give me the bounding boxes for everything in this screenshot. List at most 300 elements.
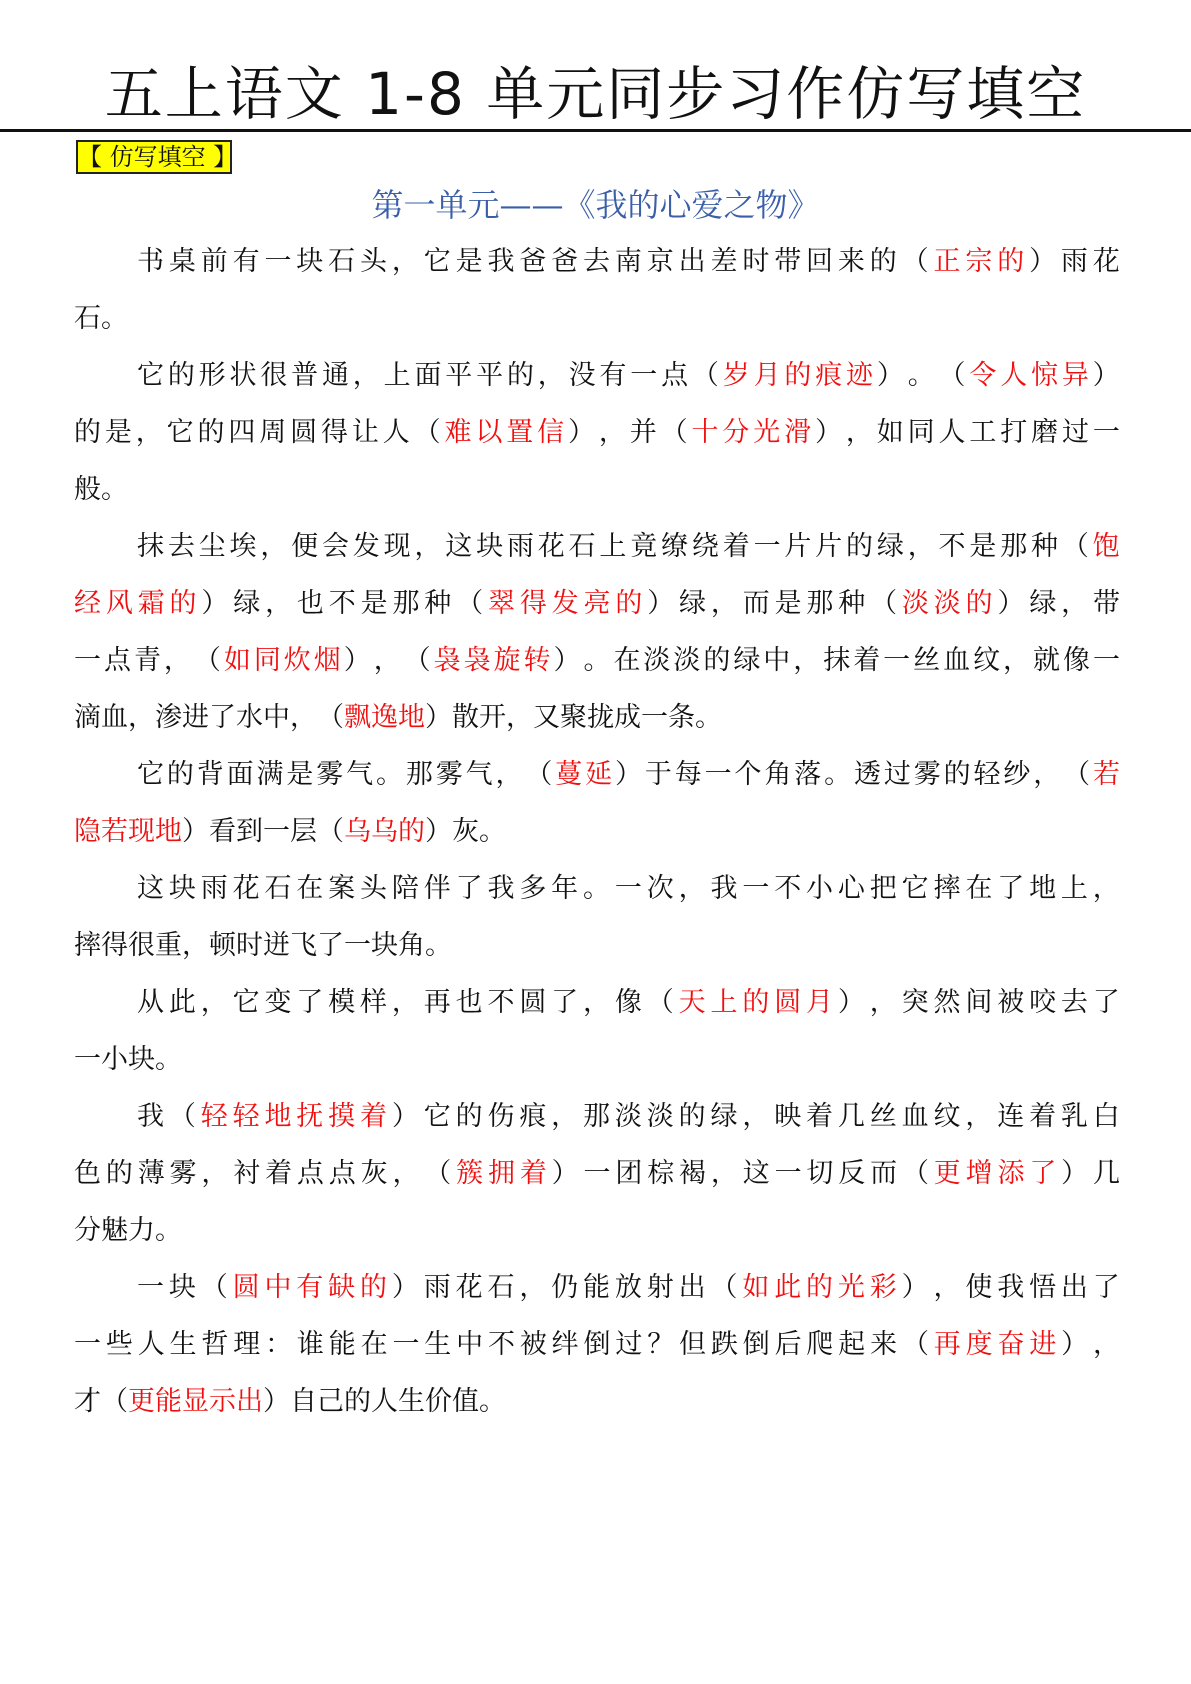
- text-char: 绿: [679, 588, 707, 619]
- answer-char: 置: [506, 417, 534, 448]
- text-char: ，: [551, 1101, 579, 1132]
- text-line: [137, 1097, 1120, 1137]
- text-char: （: [200, 1272, 228, 1303]
- text-char: ）: [568, 417, 595, 448]
- text-char: 倒: [742, 1329, 770, 1360]
- text-char: 爸: [519, 246, 547, 277]
- text-char: 状: [229, 360, 257, 391]
- answer-char: 的: [398, 816, 425, 847]
- text-char: 它: [423, 1101, 451, 1132]
- text-char: 了: [455, 873, 483, 904]
- text-char: ）: [876, 360, 904, 391]
- text-char: 一: [583, 1158, 611, 1189]
- answer-char: 异: [1061, 360, 1089, 391]
- answer-char: 正: [933, 246, 961, 277]
- text-char: 绿: [1029, 588, 1057, 619]
- text-char: 一: [774, 1158, 802, 1189]
- answer-char: 拥: [487, 1158, 515, 1189]
- text-char: 它: [423, 246, 451, 277]
- answer-char: 抚: [296, 1101, 324, 1132]
- text-char: 乳: [1060, 1101, 1088, 1132]
- text-char: 有: [232, 246, 260, 277]
- text-char: 回: [806, 246, 834, 277]
- answer-char: 烟: [313, 645, 341, 676]
- answer-char: 的: [806, 1272, 834, 1303]
- text-char: ，: [373, 645, 401, 676]
- text-char: 人: [137, 1329, 165, 1360]
- text-char: ）: [615, 759, 642, 790]
- text-char: 青: [133, 645, 161, 676]
- text-char: ，: [742, 1101, 770, 1132]
- text-char: 切: [806, 1158, 834, 1189]
- text-char: 。: [425, 930, 452, 961]
- text-line: [74, 1154, 1120, 1194]
- answer-char: 旋: [493, 645, 521, 676]
- text-char: 水: [236, 702, 263, 733]
- text-char: 看: [209, 816, 236, 847]
- text-char: 会: [321, 531, 349, 562]
- answer-char: 月: [806, 987, 834, 1018]
- answer-char: 上: [710, 987, 738, 1018]
- text-char: ，: [710, 1158, 738, 1189]
- answer-char: 缺: [328, 1272, 356, 1303]
- text-char: 绕: [691, 531, 719, 562]
- text-char: 后: [774, 1329, 802, 1360]
- text-char: ，: [965, 1101, 993, 1132]
- answer-char: 圆: [232, 1272, 260, 1303]
- text-char: 上: [383, 360, 411, 391]
- answer-char: 分: [722, 417, 750, 448]
- text-char: 轻: [973, 759, 1001, 790]
- answer-char: 光: [753, 417, 781, 448]
- text-char: 片: [815, 531, 843, 562]
- answer-char: 迹: [846, 360, 874, 391]
- answer-char: 彩: [869, 1272, 897, 1303]
- answer-char: 度: [965, 1329, 993, 1360]
- text-char: 人: [382, 417, 410, 448]
- text-char: （: [168, 1101, 196, 1132]
- text-char: 着: [853, 645, 881, 676]
- text-char: 再: [423, 987, 451, 1018]
- text-char: 被: [519, 1329, 547, 1360]
- text-char: 我: [997, 1272, 1025, 1303]
- text-char: 一: [742, 873, 770, 904]
- answer-char: 如: [742, 1272, 770, 1303]
- text-char: 。: [695, 702, 722, 733]
- text-char: ，: [391, 987, 419, 1018]
- text-char: 成: [614, 702, 641, 733]
- text-char: 一: [392, 1329, 420, 1360]
- text-char: 尘: [198, 531, 226, 562]
- text-char: 来: [870, 1329, 898, 1360]
- text-char: 出: [678, 1272, 706, 1303]
- text-char: 。: [583, 873, 611, 904]
- answer-char: 如: [223, 645, 251, 676]
- text-line: [74, 584, 1120, 624]
- text-char: 这: [742, 1158, 770, 1189]
- text-char: （: [870, 588, 898, 619]
- text-char: ，: [392, 1158, 420, 1189]
- text-char: 中: [263, 702, 290, 733]
- text-char: 种: [1031, 531, 1059, 562]
- text-char: 悟: [1029, 1272, 1057, 1303]
- answer-char: 岁: [722, 360, 750, 391]
- text-char: ）: [901, 1272, 929, 1303]
- answer-char: 滑: [784, 417, 812, 448]
- text-char: 去: [1060, 987, 1088, 1018]
- text-char: 。: [479, 1386, 506, 1417]
- text-char: ）: [837, 987, 865, 1018]
- text-char: 白: [1092, 1101, 1120, 1132]
- text-char: 那: [392, 588, 420, 619]
- text-char: ，: [495, 759, 523, 790]
- text-char: 普: [291, 360, 319, 391]
- text-char: 痕: [519, 1101, 547, 1132]
- text-char: 通: [321, 360, 349, 391]
- text-char: 而: [870, 1158, 898, 1189]
- text-char: 那: [405, 759, 433, 790]
- text-char: 渗: [155, 702, 182, 733]
- text-char: 的: [197, 417, 225, 448]
- text-char: 爸: [551, 246, 579, 277]
- text-char: ，: [1093, 1329, 1120, 1360]
- text-line: [74, 299, 1120, 339]
- text-char: 块: [128, 1044, 155, 1075]
- text-char: 像: [1062, 645, 1090, 676]
- text-char: 哲: [201, 1329, 229, 1360]
- text-char: 是: [286, 759, 314, 790]
- text-char: 圆: [290, 417, 318, 448]
- text-char: 衬: [233, 1158, 261, 1189]
- text-char: 四: [228, 417, 256, 448]
- text-char: 然: [933, 987, 961, 1018]
- text-char: （: [317, 702, 344, 733]
- text-char: 就: [1033, 645, 1060, 676]
- text-char: 多: [519, 873, 547, 904]
- text-char: 现: [383, 531, 411, 562]
- text-char: 花: [1092, 246, 1120, 277]
- text-char: 雾: [316, 759, 344, 790]
- text-char: 周: [259, 417, 287, 448]
- text-char: 去: [167, 531, 195, 562]
- text-char: 不: [487, 987, 515, 1018]
- text-char: （: [710, 1272, 738, 1303]
- text-char: ，: [1092, 873, 1120, 904]
- text-char: 一: [264, 246, 292, 277]
- answer-char: 轻: [232, 1101, 260, 1132]
- text-char: 我: [137, 1101, 164, 1132]
- text-char: （: [413, 417, 441, 448]
- text-char: 花: [455, 1272, 483, 1303]
- text-char: 一: [1092, 645, 1120, 676]
- text-char: 这: [137, 873, 164, 904]
- text-char: 石: [264, 873, 292, 904]
- text-char: ，: [583, 987, 611, 1018]
- answer-char: 簇: [456, 1158, 484, 1189]
- text-char: 京: [646, 246, 674, 277]
- text-char: 它: [232, 987, 260, 1018]
- text-char: 心: [837, 873, 865, 904]
- text-char: 重: [155, 930, 182, 961]
- answer-char: 中: [264, 1272, 292, 1303]
- text-line: [137, 242, 1120, 282]
- text-char: 丝: [869, 1101, 897, 1132]
- text-char: ，: [200, 987, 228, 1018]
- text-char: 块: [168, 873, 196, 904]
- answer-char: 飘: [344, 702, 371, 733]
- answer-char: 再: [933, 1329, 961, 1360]
- page-title: 五上语文 1-8 单元同步习作仿写填空: [104, 60, 1087, 128]
- text-char: 从: [137, 987, 164, 1018]
- text-char: 带: [774, 246, 802, 277]
- text-char: 血: [101, 702, 128, 733]
- text-char: 连: [997, 1101, 1025, 1132]
- text-char: 也: [296, 588, 324, 619]
- text-char: 一: [641, 702, 668, 733]
- text-char: 的: [166, 759, 194, 790]
- text-char: 聚: [560, 702, 587, 733]
- text-char: 但: [679, 1329, 707, 1360]
- text-char: 己: [317, 1386, 344, 1417]
- text-char: 得: [321, 417, 348, 448]
- text-char: 在: [296, 873, 324, 904]
- text-char: （: [901, 1329, 929, 1360]
- text-char: 它: [137, 759, 164, 790]
- text-char: 映: [774, 1101, 802, 1132]
- text-char: 点: [103, 645, 131, 676]
- text-char: 并: [629, 417, 657, 448]
- text-char: 倒: [583, 1329, 611, 1360]
- text-char: 去: [583, 246, 611, 277]
- text-char: 丝: [913, 645, 941, 676]
- text-char: 。: [479, 816, 506, 847]
- text-char: 一: [1092, 417, 1120, 448]
- text-char: 的: [506, 360, 534, 391]
- answer-char: 令: [969, 360, 997, 391]
- text-char: ，: [260, 531, 288, 562]
- text-char: ）: [425, 702, 452, 733]
- text-char: 打: [1000, 417, 1028, 448]
- text-char: 的: [105, 1158, 133, 1189]
- text-char: 面: [226, 759, 254, 790]
- text-char: 滴: [74, 702, 101, 733]
- answer-char: 得: [519, 588, 547, 619]
- text-char: 着: [1029, 1101, 1057, 1132]
- text-char: 把: [869, 873, 897, 904]
- text-char: 的: [869, 246, 897, 277]
- text-char: 生: [398, 1386, 425, 1417]
- text-char: 纱: [1003, 759, 1031, 790]
- text-char: 魅: [101, 1215, 128, 1246]
- text-char: （: [101, 1386, 128, 1417]
- text-char: 生: [169, 1329, 197, 1360]
- text-char: 一: [630, 360, 658, 391]
- text-char: ）: [551, 1158, 579, 1189]
- text-char: 模: [328, 987, 356, 1018]
- text-char: 。: [101, 303, 128, 334]
- answer-char: 的: [997, 246, 1025, 277]
- text-char: （: [193, 645, 221, 676]
- text-char: （: [901, 246, 929, 277]
- text-char: 价: [425, 1386, 452, 1417]
- text-char: 褐: [679, 1158, 707, 1189]
- answer-char: 同: [253, 645, 281, 676]
- text-char: ）: [1029, 246, 1057, 277]
- answer-char: 添: [997, 1158, 1025, 1189]
- text-char: 块: [371, 930, 398, 961]
- text-char: ，: [845, 417, 873, 448]
- text-char: 平: [476, 360, 504, 391]
- text-line: [137, 527, 1120, 567]
- text-char: （: [1063, 759, 1091, 790]
- answer-char: 经: [74, 588, 101, 619]
- text-char: 一: [704, 759, 732, 790]
- text-char: 石: [328, 246, 356, 277]
- text-char: 很: [260, 360, 288, 391]
- answer-char: 摸: [328, 1101, 356, 1132]
- text-char: 花: [232, 873, 260, 904]
- text-char: 在: [360, 1329, 388, 1360]
- text-char: 跌: [710, 1329, 738, 1360]
- answer-char: 着: [519, 1158, 547, 1189]
- text-char: 是: [360, 588, 388, 619]
- text-char: 了: [296, 987, 324, 1018]
- text-char: 过: [883, 759, 911, 790]
- text-char: 透: [854, 759, 881, 790]
- unit-heading: 第一单元——《我的心爱之物》: [371, 186, 820, 224]
- text-char: 是: [104, 417, 132, 448]
- answer-char: 难: [444, 417, 472, 448]
- text-char: 突: [901, 987, 929, 1018]
- text-char: 雾: [169, 1158, 197, 1189]
- text-char: 了: [317, 930, 344, 961]
- text-char: 片: [784, 531, 812, 562]
- text-char: 像: [614, 987, 642, 1018]
- answer-char: 示: [209, 1386, 236, 1417]
- text-char: 变: [264, 987, 292, 1018]
- answer-char: 翠: [487, 588, 515, 619]
- text-char: 一: [753, 531, 781, 562]
- answer-char: 惊: [1031, 360, 1059, 391]
- text-char: 灰: [452, 816, 479, 847]
- text-char: ，: [182, 930, 209, 961]
- text-char: ，: [414, 531, 442, 562]
- answer-char: 了: [1029, 1158, 1057, 1189]
- text-char: 才: [74, 1386, 101, 1417]
- text-char: 气: [346, 759, 374, 790]
- text-char: 。: [824, 759, 852, 790]
- text-char: 一: [614, 873, 642, 904]
- text-char: ）: [647, 588, 675, 619]
- text-char: 那: [1000, 531, 1028, 562]
- text-char: 薄: [137, 1158, 165, 1189]
- text-char: 的: [344, 1386, 371, 1417]
- text-char: ，: [869, 987, 897, 1018]
- text-char: 形: [198, 360, 226, 391]
- text-char: 埃: [229, 531, 257, 562]
- answer-char: 十: [691, 417, 719, 448]
- text-char: 面: [414, 360, 442, 391]
- text-char: 迸: [263, 930, 290, 961]
- text-char: 是: [969, 531, 997, 562]
- text-char: 时: [742, 246, 770, 277]
- answer-char: 更: [933, 1158, 961, 1189]
- text-char: 那: [806, 588, 834, 619]
- text-char: （: [691, 360, 719, 391]
- text-char: 过: [615, 1329, 643, 1360]
- text-char: 而: [742, 588, 770, 619]
- text-char: 不: [328, 588, 356, 619]
- text-char: 一: [883, 645, 911, 676]
- text-char: ）: [1061, 1329, 1089, 1360]
- text-char: 一: [344, 930, 371, 961]
- text-char: 我: [487, 873, 515, 904]
- text-char: 于: [644, 759, 672, 790]
- text-char: 上: [599, 531, 627, 562]
- text-char: 伤: [487, 1101, 515, 1132]
- text-char: 进: [182, 702, 209, 733]
- text-char: 种: [838, 588, 866, 619]
- text-char: 它: [166, 417, 194, 448]
- text-char: 头: [360, 246, 388, 277]
- text-char: 过: [1062, 417, 1089, 448]
- text-char: ，: [128, 702, 155, 733]
- text-char: 雨: [200, 873, 228, 904]
- text-char: 绿: [876, 531, 904, 562]
- text-char: 雾: [913, 759, 941, 790]
- answer-char: 淡: [933, 588, 961, 619]
- answer-char: 亮: [583, 588, 611, 619]
- text-char: ，: [135, 417, 163, 448]
- answer-char: 袅: [433, 645, 461, 676]
- text-char: 陪: [391, 873, 419, 904]
- text-char: ，: [1003, 645, 1031, 676]
- text-char: ，: [290, 702, 317, 733]
- text-char: 般: [74, 474, 101, 505]
- text-char: ）: [343, 645, 371, 676]
- answer-char: 发: [551, 588, 579, 619]
- answer-char: 增: [965, 1158, 993, 1189]
- text-char: 如: [876, 417, 904, 448]
- text-char: 落: [794, 759, 822, 790]
- text-char: （: [938, 360, 966, 391]
- text-char: 很: [128, 930, 155, 961]
- text-char: 案: [328, 873, 356, 904]
- text-char: 在: [965, 873, 993, 904]
- text-char: 伴: [423, 873, 451, 904]
- text-char: 绊: [551, 1329, 579, 1360]
- text-char: 力: [128, 1215, 155, 1246]
- text-char: ，: [1033, 759, 1061, 790]
- text-char: ，: [391, 246, 419, 277]
- text-char: 磨: [1031, 417, 1059, 448]
- text-char: （: [525, 759, 553, 790]
- text-char: 又: [533, 702, 560, 733]
- text-char: 分: [74, 1215, 101, 1246]
- text-char: 点: [328, 1158, 356, 1189]
- answer-char: 的: [965, 588, 993, 619]
- text-char: ，: [163, 645, 191, 676]
- answer-char: 宗: [965, 246, 993, 277]
- text-char: 没: [568, 360, 596, 391]
- text-char: 起: [838, 1329, 866, 1360]
- text-char: 棕: [647, 1158, 675, 1189]
- text-line: [74, 1382, 1120, 1422]
- answer-char: 蔓: [555, 759, 583, 790]
- answer-char: 隐: [74, 816, 101, 847]
- answer-char: 有: [296, 1272, 324, 1303]
- text-char: 灰: [360, 1158, 388, 1189]
